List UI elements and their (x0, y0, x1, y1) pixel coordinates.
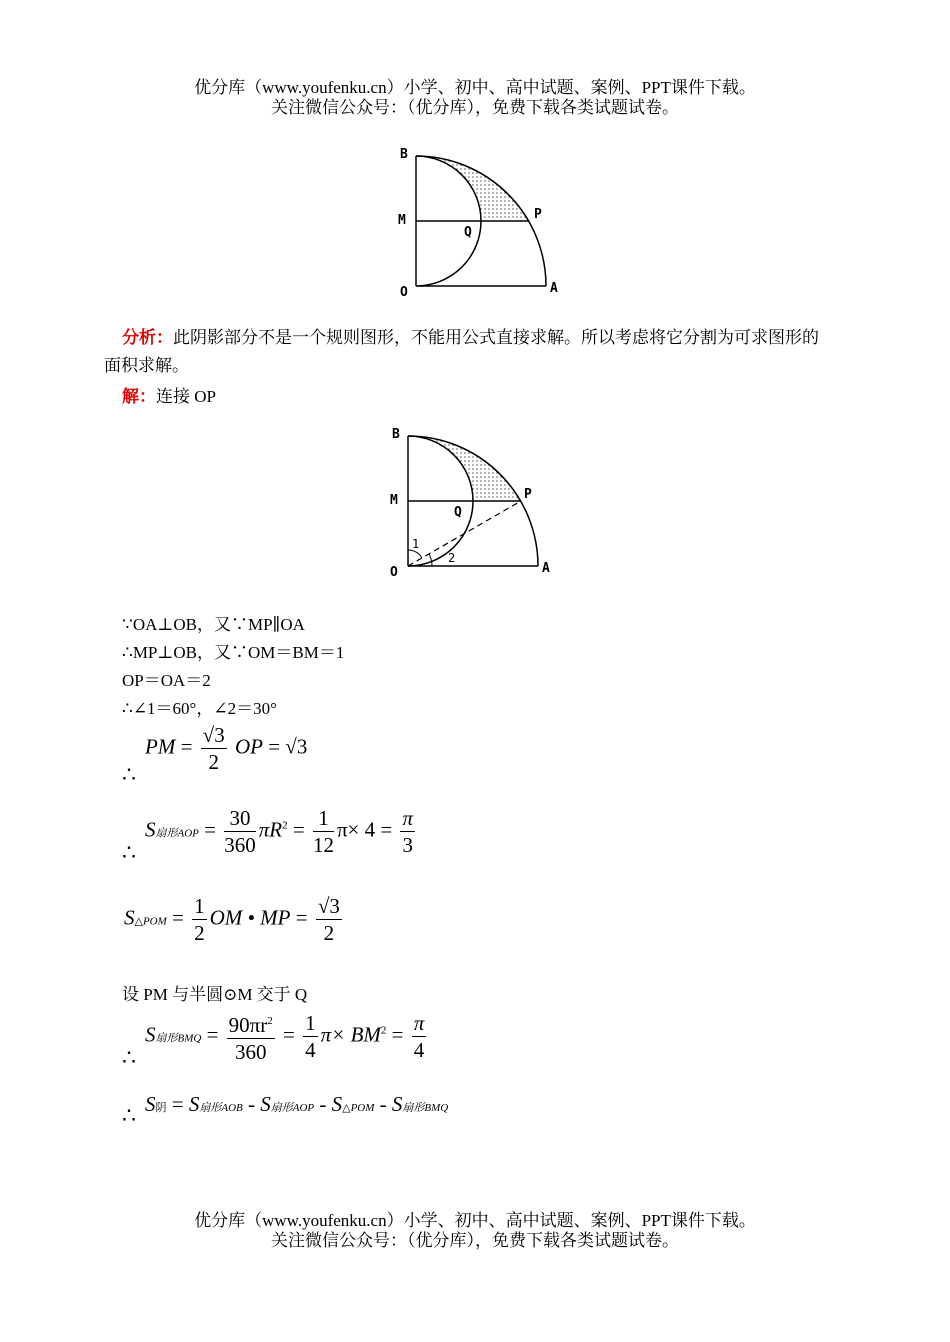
eq2-s: S (145, 817, 156, 842)
eq2-pir: πR (258, 817, 283, 842)
eq2-sup: 2 (282, 819, 288, 832)
eq1-equals: = (180, 734, 193, 759)
eq3-d2: 2 (323, 921, 335, 945)
label-m-2: M (390, 493, 398, 508)
label-o: O (400, 285, 408, 300)
label-a-2: A (542, 561, 550, 576)
solution-text: 连接 OP (156, 387, 216, 406)
eq3-s: S (124, 905, 135, 930)
eq4-d3: 4 (413, 1038, 425, 1062)
header-line-1: 优分库（www.youfenku.cn）小学、初中、高中试题、案例、PPT课件下载。 (194, 78, 756, 97)
eq3-n2: √3 (317, 894, 340, 918)
eq1-op: OP (234, 734, 263, 759)
step-1: ∵OA⊥OB，又∵MP∥OA (122, 615, 305, 634)
eq5-minus-1: - (242, 1092, 261, 1116)
eq4-n2: 1 (305, 1011, 316, 1035)
equation-sector-aop (145, 805, 418, 858)
eq2-frac-3 (400, 805, 415, 858)
eq2-n3: π (402, 806, 414, 830)
eq5-sub1: 阴 (155, 1102, 167, 1114)
eq2-sub: 扇形AOP (155, 827, 199, 840)
label-q: Q (464, 225, 472, 240)
eq1-rhs: √3 (285, 734, 308, 759)
eq5-s1: S (145, 1092, 156, 1116)
header-line-2: 关注微信公众号：（优分库），免费下载各类试题试卷。 (271, 98, 679, 117)
eq2-equals: = (204, 817, 216, 842)
eq5-sub3: 扇形AOP (270, 1102, 315, 1114)
label-p-2: P (524, 487, 532, 502)
eq4-frac-3 (412, 1010, 427, 1063)
footer-line-2: 关注微信公众号：（优分库），免费下载各类试题试卷。 (271, 1231, 679, 1250)
label-b: B (400, 147, 408, 162)
eq4-equals-3: = (391, 1022, 404, 1047)
equation-sector-bmq (145, 1008, 429, 1065)
eq3-n1: 1 (194, 894, 205, 918)
eq3-frac-1 (192, 893, 207, 946)
eq1-num: √3 (202, 723, 225, 747)
figure-1 (392, 140, 572, 305)
equation-pm (145, 722, 307, 775)
label-angle-2: 2 (448, 551, 456, 565)
footer-line-1: 优分库（www.youfenku.cn）小学、初中、高中试题、案例、PPT课件下载。 (194, 1211, 756, 1230)
angle-1-arc (408, 550, 422, 558)
analysis-text: 此阴影部分不是一个规则图形，不能用公式直接求解。所以考虑将它分割为可求图形的面积求解。 (104, 328, 819, 375)
equation-triangle-pom (124, 893, 345, 946)
eq4-sup2: 2 (380, 1024, 387, 1037)
step-3: OP＝OA＝2 (122, 671, 211, 690)
eq4-mid: π× BM (320, 1022, 381, 1047)
analysis-paragraph (104, 324, 834, 380)
label-b-2: B (392, 427, 400, 442)
eq1-equals-2: = (268, 734, 281, 759)
therefore-2: ∴ (122, 840, 136, 865)
eq2-d1: 360 (224, 833, 256, 857)
therefore-4: ∴ (122, 1103, 136, 1128)
eq4-s: S (145, 1022, 156, 1047)
eq4-n3: π (413, 1011, 425, 1035)
eq2-frac-2 (313, 805, 334, 858)
eq5-minus-3: - (374, 1092, 392, 1116)
eq1-lhs: PM (145, 734, 176, 759)
eq5-equals: = (171, 1092, 184, 1116)
eq5-s2: S (188, 1092, 200, 1116)
eq4-frac-2 (303, 1010, 318, 1063)
eq4-equals: = (206, 1022, 219, 1047)
eq1-fraction (201, 722, 227, 775)
analysis-label: 分析： (122, 328, 173, 347)
page-header (0, 78, 950, 118)
therefore-1: ∴ (122, 762, 136, 787)
eq4-d2: 4 (305, 1038, 316, 1062)
therefore-3: ∴ (122, 1045, 136, 1070)
step-5: 设 PM 与半圆⊙M 交于 Q (122, 985, 308, 1004)
eq4-sub: 扇形BMQ (155, 1032, 202, 1045)
eq2-pi4: π× 4 (336, 817, 376, 842)
eq5-minus-2: - (314, 1092, 332, 1116)
eq2-d3: 3 (402, 833, 413, 857)
figure-2 (384, 420, 564, 585)
segment-op-dashed (408, 501, 521, 566)
eq1-den: 2 (208, 750, 219, 774)
page-footer (0, 1211, 950, 1251)
solution-line (122, 382, 216, 407)
angle-2-arc (429, 554, 432, 566)
eq3-d1: 2 (194, 921, 205, 945)
eq3-frac-2 (316, 893, 342, 946)
eq4-n1: 90πr (228, 1013, 268, 1037)
eq2-n1: 30 (224, 805, 256, 832)
eq3-equals-2: = (295, 905, 308, 930)
label-m: M (398, 213, 406, 228)
step-4: ∴∠1＝60°，∠2＝30° (122, 699, 277, 718)
solution-label: 解： (122, 387, 156, 406)
eq3-sub: △POM (134, 915, 167, 928)
eq2-frac-1 (224, 805, 256, 858)
eq4-equals-2: = (283, 1022, 295, 1047)
eq3-mid: OM • MP (209, 905, 291, 930)
label-a: A (550, 281, 558, 296)
eq5-s5: S (391, 1092, 403, 1116)
label-angle-1: 1 (412, 537, 420, 551)
eq4-d1: 360 (234, 1040, 267, 1064)
eq5-s3: S (260, 1092, 271, 1116)
eq4-num-1 (227, 1008, 275, 1039)
eq3-equals: = (172, 905, 184, 930)
eq5-sub2: 扇形AOB (199, 1102, 243, 1114)
label-o-2: O (390, 565, 398, 580)
eq5-sub5: 扇形BMQ (402, 1102, 449, 1114)
step-2: ∴MP⊥OB，又∵OM＝BM＝1 (122, 643, 345, 662)
eq2-equals-3: = (380, 817, 393, 842)
eq5-sub4: △POM (342, 1102, 375, 1114)
label-q-2: Q (454, 505, 462, 520)
eq4-sup1: 2 (267, 1015, 273, 1027)
eq5-s4: S (331, 1092, 343, 1116)
eq4-frac-1 (227, 1008, 275, 1065)
eq2-n2: 1 (313, 805, 334, 832)
label-p: P (534, 207, 542, 222)
eq2-d2: 12 (312, 833, 334, 857)
eq2-equals-2: = (292, 817, 305, 842)
equation-shaded (145, 1092, 448, 1117)
